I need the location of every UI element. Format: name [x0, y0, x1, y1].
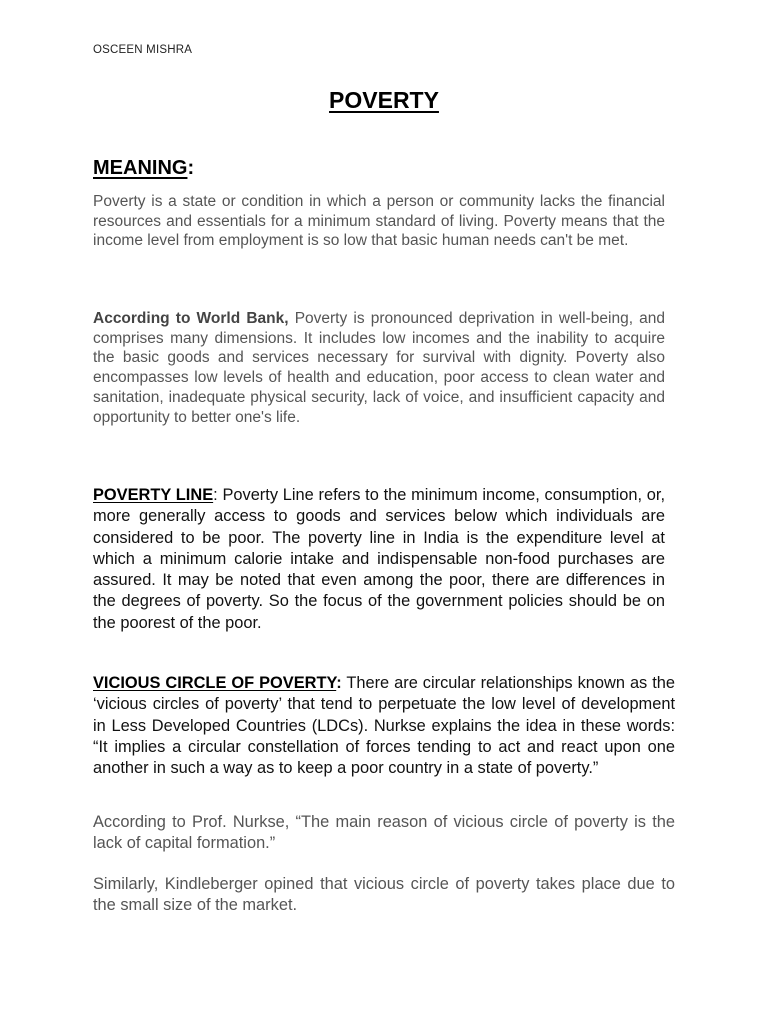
poverty-line-paragraph: [93, 485, 665, 634]
page-title: [0, 87, 768, 114]
author-name: OSCEEN MISHRA: [93, 44, 193, 56]
nurkse-paragraph: According to Prof. Nurkse, “The main reason of vicious circle of poverty is the lack of capital formation.”: [93, 813, 675, 853]
meaning-heading-text: MEANING: [93, 157, 188, 179]
poverty-line-text: : Poverty Line refers to the minimum income, consumption, or, more generally access to goods and services below which individuals are considered to be poor. The poverty line in India is the expenditure level at which a minimum calorie intake and indispensable non-food purchases are assured. It may be noted that even among the poor, there are differences in the degrees of poverty. So the focus of the government policies should be on the poorest of the poor.: [93, 486, 666, 632]
world-bank-lead: According to World Bank,: [93, 310, 289, 327]
page-title-text: POVERTY: [329, 87, 439, 113]
meaning-heading: [93, 157, 194, 180]
meaning-heading-colon: :: [187, 157, 195, 179]
poverty-line-heading: POVERTY LINE: [93, 486, 214, 504]
kindleberger-paragraph: Similarly, Kindleberger opined that vicious circle of poverty takes place due to the small size of the market.: [93, 875, 675, 915]
vicious-circle-paragraph: [93, 673, 675, 779]
vicious-circle-text: There are circular relationships known as the ‘vicious circles of poverty’ that tend to perpetuate the low level of development in Less Developed Countries (LDCs). Nurkse explains the idea in these words: “It implies a circular constellation of forces tending to act and react upon one another in such a way as to keep a poor country in a state of poverty.”: [93, 674, 676, 778]
vicious-circle-heading: VICIOUS CIRCLE OF POVERTY: [93, 674, 337, 692]
vicious-circle-colon: :: [336, 674, 342, 692]
world-bank-paragraph: [93, 309, 665, 427]
meaning-paragraph: Poverty is a state or condition in which a person or community lacks the financial resources and essentials for a minimum standard of living. Poverty means that the income level from employment is so low that basic human needs can't be met.: [93, 193, 665, 250]
world-bank-text: Poverty is pronounced deprivation in well-being, and comprises many dimensions. It includes low incomes and the inability to acquire the basic goods and services necessary for survival with dignity. Poverty also encompasses low levels of health and education, poor access to clean water and sanitation, inadequate physical security, lack of voice, and insufficient capacity and opportunity to better one's life.: [93, 310, 666, 426]
